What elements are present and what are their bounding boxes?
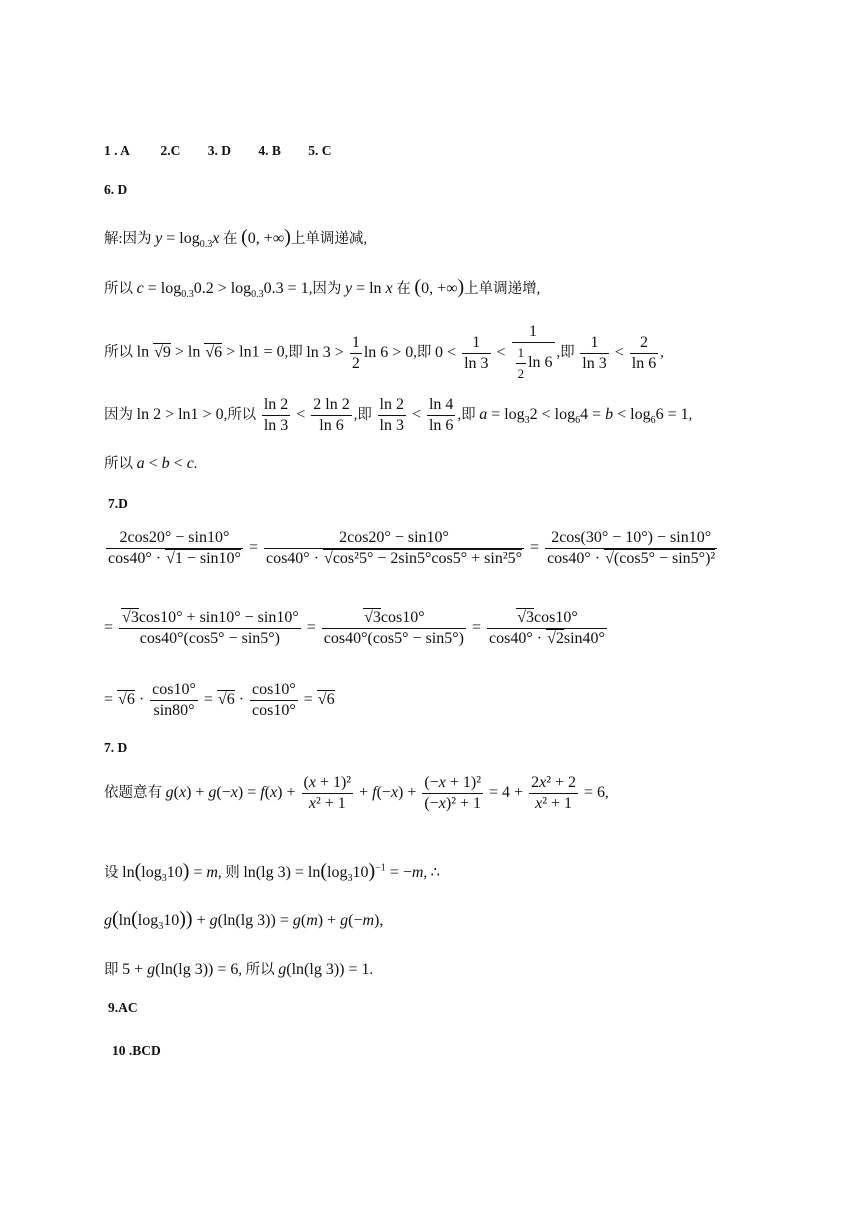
formula: y = ln x [344,280,393,297]
formula: $y = \log_{0.3}x$ [155,230,220,251]
formula: ln(lg $3) = \ln(\log_310)^{-1} = -m$ [243,860,424,885]
formula: $\frac{1}{\ln 3}$ < $\frac{2}{\ln 6}$ [582,333,657,372]
formula: $\frac{\ln 2}{\ln 3}$ < $\frac{\ln 4}{\ln 6}$ [379,396,454,434]
answers-row [104,143,332,159]
answer-4: 4. B [258,143,281,158]
formula: g(ln(lg 3)) = 1 [278,961,370,978]
formula: (0, +∞) [241,226,291,248]
formula: ln 2 > ln1 > 0 [136,406,224,424]
answer-5: 5. C [308,143,332,158]
q7b-line-3: $g(\ln(\log_310)) + g(\ln(\lg$ 3)) = g(m) + g(−m), [104,908,384,933]
q7b-line-4: 即 5 + g(ln(lg 3)) = 6, 所以 g(ln(lg 3)) = 1. [104,961,374,978]
formula: (0, +∞) [414,276,465,298]
q6-header: 6. D [104,182,128,197]
q10-header: 10 .BCD [112,1043,161,1058]
answer-1: 1 . A [104,143,130,158]
formula: $a = \log_32 < \log_64 = b < \log_66 = 1$ [479,406,689,427]
formula: a < b < c [136,455,194,472]
q6-line-1: 解:因为 $y = \log_{0.3}x$ 在 (0, +∞)上单调递减, [104,226,367,251]
formula: $\ln(\log_310) = m$ [122,860,218,885]
formula: g(x) + g(−x) = f(x) + $\frac{\text{(x + 1)²}}{\text{x² + 1}}$ + f(−x) + $\frac{\text{(−x + 1)²}}{\text{(−x)² + 1}}$ = 4 + $\frac{\text{2x² + 2}}{\text{x² + 1}}$ = 6 [165,774,606,812]
q7b-header: 7. D [104,740,128,755]
q6-line-5: 所以 a < b < c. [104,455,198,472]
formula: 5 + g(ln(lg 3)) = 6 [122,961,239,978]
answer-3: 3. D [207,143,232,158]
q6-line-2: 所以 $c = \log_{0.3}0.2 > \log_{0.3}0.3 = 1$,因为 y = ln x 在 (0, +∞)上单调递增, [104,276,541,301]
formula: $\frac{\ln 2}{\ln 3}$ < $\frac{2 \ln 2}{\ln 6}$ [263,396,350,434]
q6-line-3: 所以 ln √9 > ln √6 > ln1 = 0,即 ln 3 > $\frac{1}{2}$ ln 6 > 0,即 0 < $\frac{1}{\ln 3}$ < 1 $\frac{1}{2}$ ln 6 ,即 $\frac{1}{\ln 3}$ < $\frac{2}{\ln 6}$ , [104,323,664,381]
q7a-line-2: = $\frac{√3\cos 10^\circ + \sin 10^\circ - \sin 10^\circ}{\cos 40^\circ(\cos 5^\circ - \sin 5^\circ)}$ = $\frac{√3\cos 10^\circ}{\cos 40^\circ(\cos 5^\circ - \sin 5^\circ)}$ = $\frac{√3\cos 10^\circ}{\cos 40^\circ \cdot √2\sin 40^\circ}$ [104,609,605,647]
q7b-line-1: 依题意有 g(x) + g(−x) = f(x) + $\frac{\text{(x + 1)²}}{\text{x² + 1}}$ + f(−x) + $\frac{\text{(−x + 1)²}}{\text{(−x)² + 1}}$ = 4 + $\frac{\text{2x² + 2}}{\text{x² + 1}}$ = 6, [104,774,609,812]
q7b-line-2: 设 $\ln(\log_310) = m$, 则 ln(lg $3) = \ln(\log_310)^{-1} = -m$, ∴ [104,860,440,885]
formula: 0 < $\frac{1}{\ln 3}$ < 1 $\frac{1}{2}$ ln 6 [435,323,553,381]
formula: ln 3 > $\frac{1}{2}$ ln 6 > 0 [306,333,414,372]
q6-line-4: 因为 ln 2 > ln1 > 0,所以 $\frac{\ln 2}{\ln 3}$ < $\frac{2 \ln 2}{\ln 6}$ ,即 $\frac{\ln 2}{\ln 3}$ < $\frac{\ln 4}{\ln 6}$ ,即 $a = \log_32 < \log_64 = b < \log_66 = 1$, [104,396,693,434]
answer-2: 2.C [160,143,181,158]
q7a-line-1: $\frac{2\cos 20^\circ - \sin 10^\circ}{\cos 40^\circ \cdot √1 - \sin 10^\circ}$ = $\frac{2\cos 20^\circ - \sin 10^\circ}{\text{cos40° · √cos²5° − 2sin5°cos5° + sin²5°}}$ = $\frac{2\cos(30^\circ - 10^\circ) - \sin 10^\circ}{\text{cos40° · √(cos5° − sin5°)²}}$ [108,529,716,567]
formula: ln √9 > ln √6 > ln1 = 0 [136,343,285,361]
q7a-line-3: = √6 · $\frac{\cos 10^\circ}{\sin 80^\circ}$ = √6 · $\frac{\cos 10^\circ}{\cos 10^\circ}$ = √6 [104,681,335,719]
q9-header: 9.AC [108,1000,138,1015]
q7a-header: 7.D [108,496,128,511]
formula: $c = \log_{0.3}0.2 > \log_{0.3}0.3 = 1$ [136,280,309,301]
